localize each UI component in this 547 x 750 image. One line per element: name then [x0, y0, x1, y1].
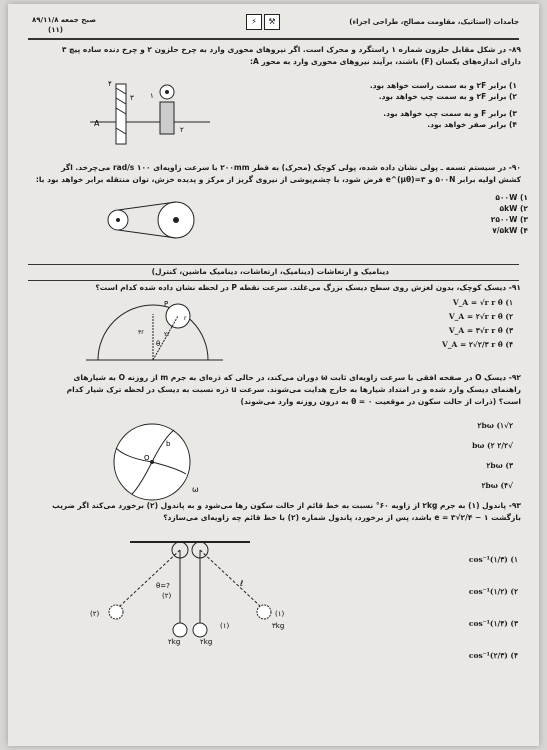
label-mass-right: ۲kg: [200, 638, 213, 646]
label-theta-unknown: θ=?: [156, 582, 170, 590]
q92-option-4: √۲bω (۴: [481, 481, 513, 490]
pendulum-diagram: [70, 536, 300, 646]
q93-option-4: cos⁻¹(۲/۳) (۴: [468, 651, 518, 660]
label-mass-left: ۲kg: [168, 638, 181, 646]
label-b: b: [166, 440, 171, 448]
q91-option-2: V_A = ۲√r r θ̇ (۲: [448, 312, 513, 321]
label-3r: ۳r: [138, 329, 144, 336]
q89-option-3: ۳) برابر F و به سمت چپ خواهد بود.: [383, 109, 517, 118]
section-divider-bottom: [28, 280, 519, 281]
worm-gear-diagram: [90, 74, 210, 146]
q91-option-4: V_A = ۲√۲/۳ r θ̇ (۴: [441, 340, 513, 349]
logo-icon-2: ⚒: [264, 14, 280, 30]
q90-option-2: ۲) ۵kW: [499, 204, 528, 213]
q89-options: [297, 80, 517, 130]
q92-options: [413, 416, 513, 496]
q92-option-1: ۲√۲bω (۱: [477, 421, 513, 430]
section-divider-top: [28, 264, 519, 265]
q93-option-3: cos⁻¹(۱/۴) (۳: [468, 619, 518, 628]
label-length: ℓ: [240, 579, 244, 588]
label-P: P: [164, 300, 169, 308]
label-3: ۳: [130, 94, 134, 102]
q93-option-2: cos⁻¹(۱/۲) (۲: [468, 587, 518, 596]
label-1: ۱: [150, 92, 154, 100]
label-r: r: [184, 315, 187, 322]
label-pendulum-1-right: (۱): [275, 610, 285, 618]
label-pendulum-1: (۱): [220, 622, 230, 630]
q90-option-1: ۱) ۵۰۰W: [495, 193, 528, 202]
label-2r: ۲r: [164, 331, 170, 338]
q91-options: [403, 296, 513, 352]
question-92: ۹۲- دیسک O در صفحه افقی با سرعت زاویه‌ای ثابت ω دوران می‌کند، در حالی که ذره‌ای به جرم m از روزنه O به شیارهای راهنمای دیسک وارد شده و در امتداد شیارها به خارج هدایت می‌شوند. سرعت u ذره نسبت به دیسک در لحظه ترک شیار کدام است؟ (ذرات از حالت سکون در موقعیت θ = ۰ به درون روزنه وارد می‌شوند): [66, 373, 521, 406]
question-90: ۹۰- در سیستم تسمه ـ پولی نشان داده شده، پولی کوچک (محرک) به قطر ۲۰۰mm با سرعت زاویه‌ای ۱۰۰ rad/s می‌چرخد. اگر کشش اولیه برابر ۵۰۰N و e^(μθ)=۳ فرض شود، با چشم‌پوشی از نیروی گریز از مرکز و پدیده خزش، توان منتقله برابر خواهد بود با:: [35, 163, 521, 184]
q93-options: [428, 544, 518, 672]
header-date: صبح جمعه ۸۹/۱۱/۸: [32, 16, 96, 24]
label-4: ۴: [108, 80, 112, 88]
q92-option-3: ۲bω (۳: [486, 461, 513, 470]
question-93: ۹۳- پاندول (۱) به جرم ۲kg از زاویه ۶۰° نسبت به خط قائم از حالت سکون رها می‌شود و به پاندول (۲) برخورد می‌کند اگر ضریب بازگشت e = ۳√۲/۴ − ۱ باشد، پس از برخورد، پاندول شماره (۲) با خط قائم چه زاویه‌ای می‌سازد؟: [52, 501, 521, 522]
header-course: جامدات (استاتیک، مقاومت مصالح، طراحی اجزاء): [349, 18, 519, 26]
q89-option-4: ۴) برابر صفر خواهد بود.: [427, 120, 517, 129]
label-pendulum-2-left: (۲): [90, 610, 100, 618]
belt-pulley-diagram: [96, 200, 206, 242]
slotted-disk-diagram: [104, 418, 204, 508]
q91-option-3: V_A = ۳√r r θ̇ (۳: [448, 326, 513, 335]
header-page-number: (۱۱): [48, 26, 63, 34]
label-omega: ω: [192, 485, 199, 494]
q92-option-2: √۲/۲ bω (۲: [472, 441, 513, 450]
exam-page: [8, 4, 539, 746]
label-theta: θ: [156, 340, 161, 348]
question-89: ۸۹- در شکل مقابل حلزون شماره ۱ راستگرد و محرک است. اگر نیروهای محوری وارد به چرخ حلزون ۲ و چرخ دنده ساده پیچ ۳ دارای اندازه‌های یکسان (F) باشند، برآیند نیروهای محوری وارد به محور A:: [61, 45, 521, 66]
header-divider: [28, 38, 519, 40]
q90-option-3: ۳) ۲۵۰۰W: [490, 215, 528, 224]
label-2: ۲: [180, 126, 184, 134]
section-title: دینامیک و ارتعاشات (دینامیک، ارتعاشات، دینامیک ماشین، کنترل): [151, 267, 389, 276]
q91-option-1: V_A = √r r θ̇ (۱: [452, 298, 513, 307]
q90-option-4: ۴) ۷/۵kW: [492, 226, 528, 235]
q90-options: [428, 192, 528, 236]
label-O: O: [144, 454, 150, 462]
q93-option-1: cos⁻¹(۱/۳) (۱: [468, 555, 518, 564]
q89-option-1: ۱) برابر ۲F و به سمت راست خواهد بود.: [369, 81, 517, 90]
logo-icon: ⚡: [246, 14, 262, 30]
label-pendulum-2: (۲): [162, 592, 172, 600]
rolling-disk-diagram: [78, 294, 228, 366]
label-A: A: [94, 119, 100, 128]
label-mass-3kg: ۳kg: [272, 622, 285, 630]
question-91: ۹۱- دیسک کوچک، بدون لغزش روی سطح دیسک بزرگ می‌غلتد. سرعت نقطه P در لحظه نشان داده شده کدام است؟: [95, 283, 521, 292]
q89-option-2: ۲) برابر ۲F و به سمت چپ خواهد بود.: [378, 92, 517, 101]
